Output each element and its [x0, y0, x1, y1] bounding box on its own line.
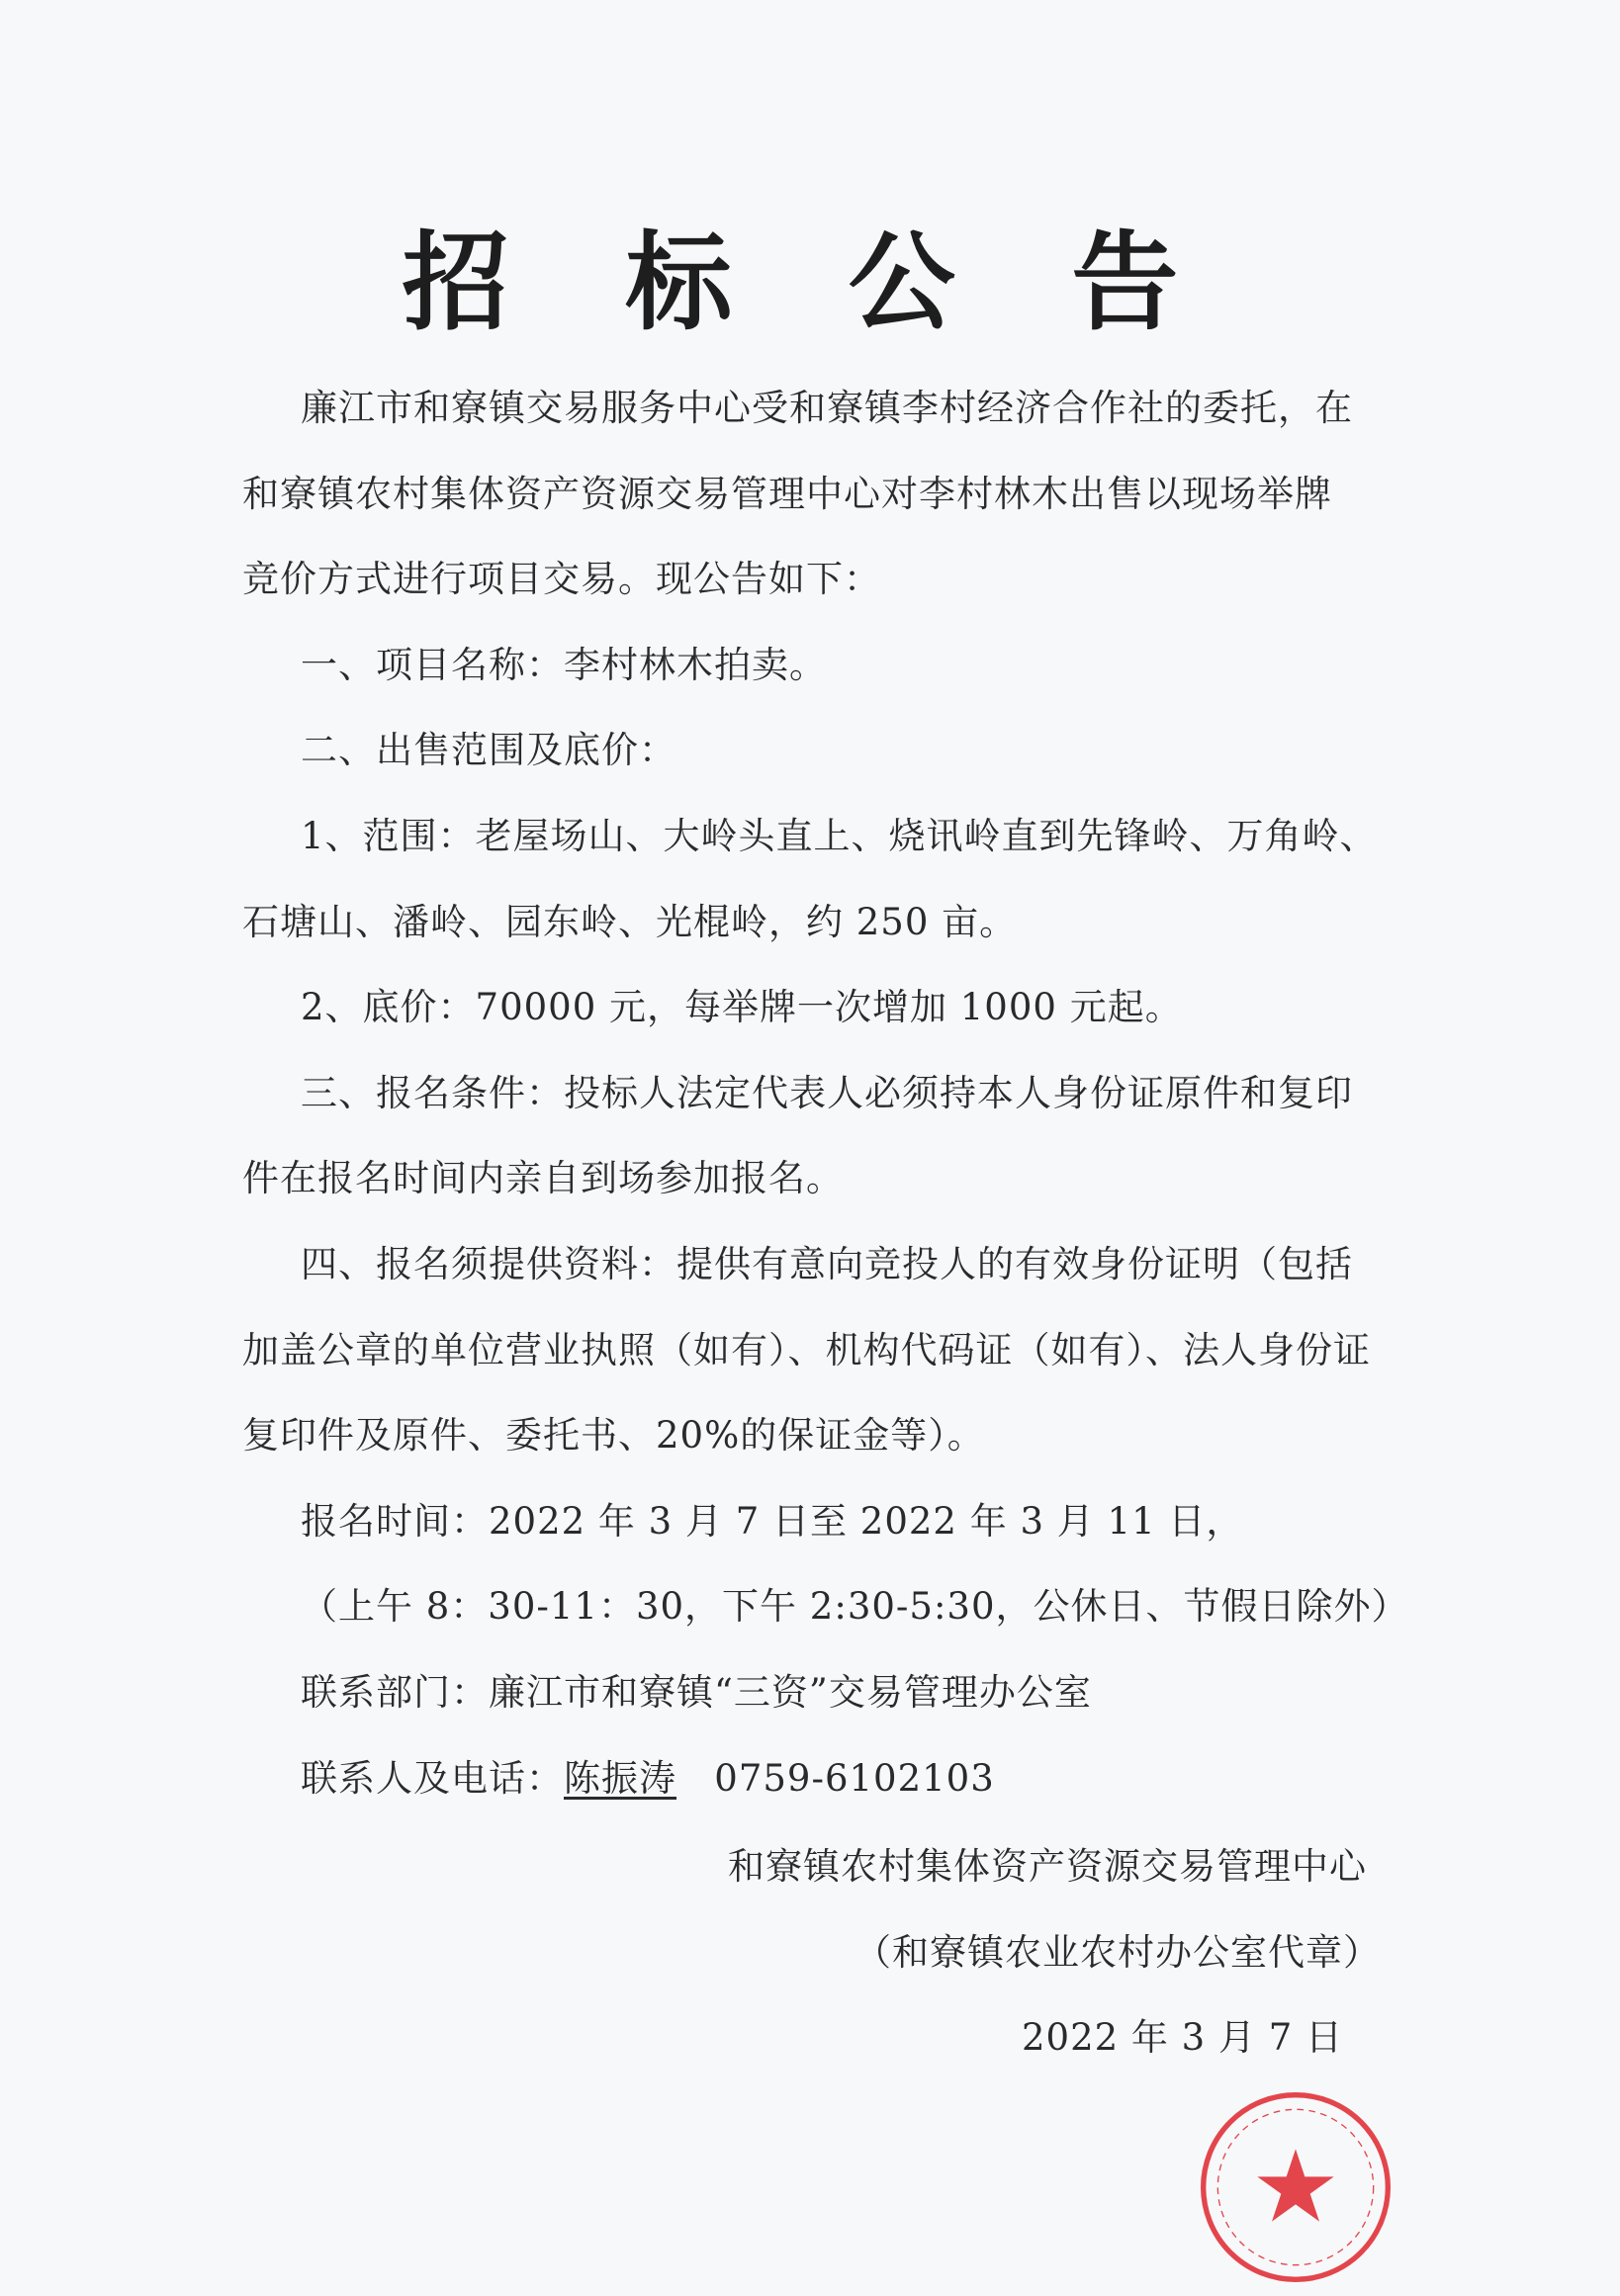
scope-line: 石塘山、潘岭、园东岭、光棍岭，约 250 亩。	[242, 900, 1018, 943]
document-title: 招 标 公 告	[402, 221, 1218, 345]
materials-line: 加盖公章的单位营业执照（如有）、机构代码证（如有）、法人身份证	[242, 1328, 1371, 1371]
paragraph-line: 和寮镇农村集体资产资源交易管理中心对李村林木出售以现场举牌	[242, 472, 1332, 515]
paragraph-line: 廉江市和寮镇交易服务中心受和寮镇李村经济合作社的委托，在	[301, 387, 1353, 429]
conditions-line: 三、报名条件：投标人法定代表人必须持本人身份证原件和复印	[301, 1071, 1353, 1114]
signature-date: 2022 年 3 月 7 日	[1022, 2016, 1344, 2059]
official-seal	[1197, 2088, 1395, 2286]
project-name-line: 一、项目名称：李村林木拍卖。	[301, 643, 827, 686]
contact-line	[242, 1736, 1409, 1822]
paragraph-line: 竞价方式进行项目交易。现公告如下：	[242, 558, 881, 601]
materials-line: 复印件及原件、委托书、20%的保证金等）。	[242, 1414, 985, 1457]
scope-line: 1、范围：老屋场山、大岭头直上、烧讯岭直到先锋岭、万角岭、	[301, 814, 1378, 857]
registration-time: 报名时间：2022 年 3 月 7 日至 2022 年 3 月 11 日，	[301, 1499, 1244, 1543]
materials-line: 四、报名须提供资料：提供有意向竞投人的有效身份证明（包括	[301, 1242, 1353, 1285]
office-hours: （上午 8：30-11：30，下午 2:30-5:30，公休日、节假日除外）	[301, 1585, 1409, 1629]
base-price-line: 2、底价：70000 元，每举牌一次增加 1000 元起。	[301, 986, 1183, 1029]
contact-phone: 0759-6102103	[714, 1756, 995, 1800]
signature-org: 和寮镇农村集体资产资源交易管理中心	[728, 1845, 1367, 1888]
contact-name: 陈振涛	[564, 1756, 676, 1800]
contact-department: 联系部门：廉江市和寮镇“三资”交易管理办公室	[301, 1670, 1092, 1714]
contact-label: 联系人及电话：	[301, 1756, 564, 1800]
section-heading: 二、出售范围及底价：	[301, 729, 676, 772]
conditions-line: 件在报名时间内亲自到场参加报名。	[242, 1157, 844, 1200]
seal-star-icon	[1257, 2149, 1333, 2221]
signature-note: （和寮镇农业农村办公室代章）	[855, 1931, 1381, 1974]
document-body	[242, 366, 1409, 1821]
